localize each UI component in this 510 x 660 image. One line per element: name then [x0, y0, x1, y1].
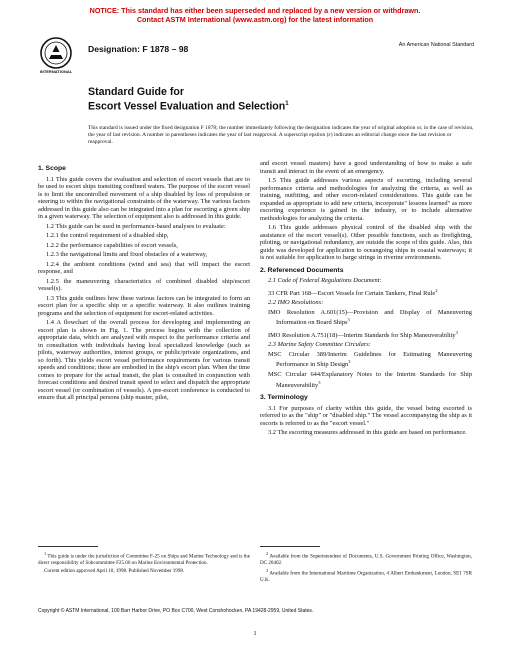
- document-title: [88, 86, 289, 113]
- footnote-rule-right: [260, 546, 320, 547]
- section-heading-referenced-documents: 2. Referenced Documents: [260, 266, 344, 274]
- paragraph-1-4: 1.4 A flowchart of the overall process for developing and implementing an escort plan is shown in Fig. 1. The process begins with the collection of appropriate data, which are analyzed with respect to the performance criteria and in consultation with individuals having local specialized knowledge (such as pilots, waterway authorities, interest groups, or public/private organizations, and so forth). This yields escort vessel performance requirements for various transit speeds and conditions; these are embodied in the ship's escort plan. When the time comes to prepare for the actual transit, the plan is consulted in conjunction with forecast conditions and desired transit speed to select and dispatch the appropriate escort vessel (or combination of vessels). A pre-escort conference is conducted to ensure that all principal persons (ship master, pilot,: [38, 319, 250, 401]
- footnotes-left: [38, 551, 250, 577]
- astm-logo: [38, 37, 74, 75]
- ref-2-2: 2.2 IMO Resolutions:: [268, 299, 324, 307]
- paragraph-1-2-4: 1.2.4 the ambient conditions (wind and sea) that will impact the escort response, and: [38, 260, 250, 275]
- notice-line-2: Contact ASTM International (www.astm.org) for the latest information: [136, 15, 374, 24]
- footnote-2: $^2$ Available from the Superintendent of Documents, U.S. Government Printing Office, Washington, DC 20402.: [260, 551, 472, 566]
- american-national-standard-label: An American National Standard: [398, 42, 474, 48]
- ref-2-3: 2.3 Marine Safety Committee Circulars:: [268, 341, 371, 349]
- ref-msc-644: MSC Circular 644/Explanatory Notes to the Interim Standards for Ship Maneuverability$^3$: [268, 371, 472, 389]
- title-line-2: Escort Vessel Evaluation and Selection: [88, 100, 286, 113]
- notice-line-1: NOTICE: This standard has either been superseded and replaced by a new version or withdrawn.: [89, 6, 421, 15]
- ref-imo-a601: IMO Resolution A.601(15)—Provision and Display of Maneuvering Information on Board Ships$^3$: [268, 308, 472, 327]
- title-footnote-mark: 1: [285, 101, 289, 107]
- designation: Designation: F 1878 – 98: [88, 44, 189, 54]
- paragraph-1-3: 1.3 This guide outlines how these various factors can be integrated to form an escort plan for a specific ship or a specific waterway. It also outlines training programs and the selection of equipment for escort-related activities.: [38, 294, 250, 317]
- paragraph-1-2-1: 1.2.1 the control requirement of a disabled ship,: [46, 232, 169, 239]
- issuance-note: This standard is issued under the fixed designation F 1878; the number immediately following the designation indicates the year of original adoption or, in the case of revision, the year of last revision. A number in parentheses indicates the year of last reapproval. A superscript epsilon (ε) indicates an editorial change since the last revision or reapproval.: [88, 125, 474, 145]
- paragraph-3-2: 3.2 The escorting measures addressed in this guide are based on performance.: [268, 429, 467, 437]
- paragraph-1-2-2: 1.2.2 the performance capabilities of escort vessels,: [46, 241, 178, 249]
- ref-33cfr: 33 CFR Part 168—Escort Vessels for Certain Tankers, Final Rule$^2$: [268, 287, 438, 297]
- paragraph-1-2: 1.2 This guide can be used in performance-based analyses to evaluate:: [46, 222, 226, 230]
- copyright-line: Copyright © ASTM International, 100 Barr Harbor Drive, PO Box C700, West Conshohocken, PA 19428-2959, United States.: [38, 608, 314, 614]
- section-heading-terminology: 3. Terminology: [260, 394, 308, 402]
- paragraph-1-5: 1.5 This guide addresses various aspects of escorting, including several performance criteria and methodologies for analyzing the criteria, as well as training, outfitting, and other escort-related considerations. This guide can be expanded as appropriate to add new criteria, incorporate" lessons learned" as more escorting experience is gained in the industry, or to include alternative methodologies for analyzing the criteria.: [260, 177, 472, 222]
- page-number: 1: [253, 630, 257, 637]
- footnote-rule-left: [38, 546, 98, 547]
- logo-wordmark: INTERNATIONAL: [39, 69, 73, 74]
- title-line-1: Standard Guide for: [88, 86, 184, 98]
- footnote-3: $^3$ Available from the International Maritime Organization, 4 Albert Embankment, London, SE1 7SR U.K.: [260, 568, 472, 584]
- section-heading-scope: 1. Scope: [38, 165, 66, 172]
- left-column: [38, 160, 250, 404]
- right-column: [260, 160, 472, 439]
- paragraph-1-1: 1.1 This guide covers the evaluation and selection of escort vessels that are to be used to escort ships transiting confined waters. The purpose of the escort vessel is to limit the uncontrolled movement of a ship disabled by loss of propulsion or steering to within the navigational constraints of the waterway. The various factors addressed in this guide also can be integrated into a plan for escorting a given ship in a given waterway. The selection of equipment also is addressed in this guide.: [38, 175, 250, 220]
- paragraph-1-2-5: 1.2.5 the maneuvering characteristics of combined disabled ship/escort vessel(s).: [38, 277, 250, 292]
- footnote-1: $^1$ This guide is under the jurisdiction of Committee F-25 on Ships and Marine Technology and is the direct responsibility of Subcommittee F25.06 on Marine Environmental Protection.: [38, 551, 250, 566]
- ref-imo-a751: IMO Resolution A.751(18)—Interim Standards for Ship Maneuverability$^3$: [268, 329, 458, 339]
- footnote-edition: Current edition approved April 10, 1998. Published November 1998.: [44, 568, 185, 575]
- notice-banner: [0, 6, 510, 24]
- paragraph-1-2-3: 1.2.3 the navigational limits and fixed obstacles of a waterway,: [46, 251, 208, 258]
- paragraph-1-6: 1.6 This guide addresses physical control of the disabled ship with the assistance of the escort vessel(s). Other possible functions, such as firefighting, piloting, or navigational redundancy, are outside the scope of this guide. Also, this guide was developed for application to oceangoing ships in coastal waterways; it is not suitable for application to barge strings in riverine environments.: [260, 224, 472, 261]
- ref-2-1: 2.1 Code of Federal Regulations Document:: [268, 277, 382, 284]
- footnotes-right: [260, 551, 472, 586]
- paragraph-continued: and escort vessel masters) have a good understanding of how to make a safe transit and interact in the event of an emergency.: [260, 160, 472, 175]
- ref-msc-389: MSC Circular 389/Interim Guidelines for Estimating Maneuvering Performance in Ship Design$^3$: [268, 350, 472, 369]
- paragraph-3-1: 3.1 For purposes of clarity within this guide, the vessel being escorted is referred to as the "ship" or "disabled ship." The vessel accompanying the ship as it escorts is referred to as the "escort vessel.": [260, 404, 472, 427]
